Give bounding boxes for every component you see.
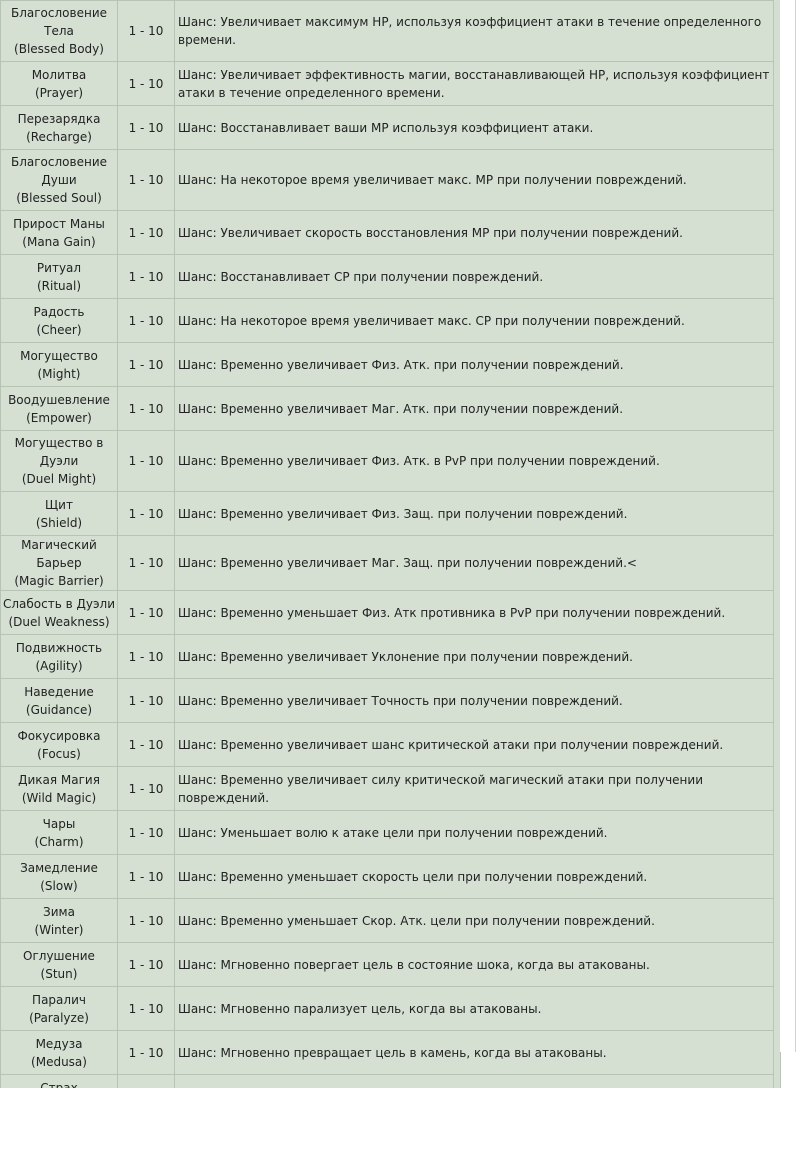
skill-name-line: Фокусировка bbox=[17, 728, 101, 743]
skill-name-cell bbox=[1, 679, 118, 723]
skill-name-cell bbox=[1, 343, 118, 387]
skill-name-line: Могущество bbox=[20, 348, 98, 363]
page-right-gutter bbox=[780, 0, 796, 1052]
skill-name-line: Прирост Маны bbox=[13, 216, 105, 231]
table-row bbox=[1, 106, 774, 150]
skill-name-line: Души bbox=[41, 173, 77, 187]
skill-name-line: (Ritual) bbox=[36, 278, 82, 293]
skill-name-cell bbox=[1, 855, 118, 899]
table-row bbox=[1, 150, 774, 211]
skill-name-line: Слабость в Дуэли bbox=[2, 596, 116, 611]
skill-name-cell bbox=[1, 987, 118, 1031]
table-row bbox=[1, 431, 774, 492]
skill-name-line: (Focus) bbox=[37, 746, 81, 761]
skill-name-line: (Duel Might) bbox=[21, 472, 97, 486]
skill-level-cell: 1 - 10 bbox=[118, 106, 175, 150]
skill-description-cell: Шанс: Временно увеличивает Физ. Атк. при получении повреждений. bbox=[175, 343, 774, 387]
table-row bbox=[1, 211, 774, 255]
skill-name-line: Ритуал bbox=[36, 260, 82, 275]
skill-name-line: Радость bbox=[33, 304, 85, 319]
skill-name-line: (Paralyze) bbox=[29, 1010, 89, 1025]
skill-description-cell: Шанс: На некоторое время увеличивает макс. CP при получении повреждений. bbox=[175, 299, 774, 343]
skill-level-cell: 1 - 10 bbox=[118, 723, 175, 767]
skill-name-cell bbox=[1, 255, 118, 299]
skill-name-cell bbox=[1, 767, 118, 811]
skill-name-line: (Recharge) bbox=[26, 129, 92, 144]
skill-name-line: (Cheer) bbox=[36, 322, 82, 337]
skill-name-line: (Blessed Body) bbox=[14, 42, 104, 56]
skill-description-cell: Шанс: Мгновенно парализует цель, когда вы атакованы. bbox=[175, 987, 774, 1031]
skill-name-line: (Wild Magic) bbox=[21, 790, 97, 805]
skill-name-cell bbox=[1, 150, 118, 211]
skill-description-cell: Шанс: Временно увеличивает силу критической магический атаки при получении повреждений. bbox=[175, 767, 774, 811]
skill-name-line: Замедление bbox=[20, 860, 98, 875]
skill-name-line: Могущество в bbox=[14, 436, 104, 450]
skill-name-cell bbox=[1, 492, 118, 536]
skill-description-cell: Шанс: Восстанавливает ваши MP используя коэффициент атаки. bbox=[175, 106, 774, 150]
skill-description-cell: Шанс: Уменьшает волю к атаке цели при получении повреждений. bbox=[175, 811, 774, 855]
skill-level-cell: 1 - 10 bbox=[118, 211, 175, 255]
skill-name-line: (Might) bbox=[37, 366, 81, 381]
skill-description-cell: Шанс: Мгновенно превращает цель в камень, когда вы атакованы. bbox=[175, 1031, 774, 1075]
skill-name-cell bbox=[1, 899, 118, 943]
skill-level-cell: 1 - 10 bbox=[118, 1, 175, 62]
table-row bbox=[1, 62, 774, 106]
skill-level-cell: 1 - 10 bbox=[118, 635, 175, 679]
skill-level-cell: 1 - 10 bbox=[118, 255, 175, 299]
table-row bbox=[1, 943, 774, 987]
skill-name-line: (Magic Barrier) bbox=[14, 574, 104, 588]
skill-name-line: Щит bbox=[45, 497, 73, 512]
skill-name-line: Медуза bbox=[35, 1036, 83, 1051]
skill-name-cell bbox=[1, 62, 118, 106]
skill-name-cell bbox=[1, 811, 118, 855]
skill-level-cell: 1 - 10 bbox=[118, 943, 175, 987]
skill-name-line: (Duel Weakness) bbox=[8, 614, 110, 629]
skill-level-cell: 1 - 10 bbox=[118, 387, 175, 431]
skill-description-cell: Шанс: Временно увеличивает шанс критической атаки при получении повреждений. bbox=[175, 723, 774, 767]
table-row bbox=[1, 343, 774, 387]
table-row bbox=[1, 492, 774, 536]
skill-name-line: Перезарядка bbox=[17, 111, 101, 126]
skill-level-cell: 1 - 10 bbox=[118, 1031, 175, 1075]
skill-name-line: (Empower) bbox=[26, 410, 92, 425]
skill-name-line: (Blessed Soul) bbox=[16, 191, 102, 205]
skill-name-cell bbox=[1, 1, 118, 62]
skill-level-cell: 1 - 10 bbox=[118, 987, 175, 1031]
skill-description-cell: Шанс: Мгновенно повергает цель в состояние шока, когда вы атакованы. bbox=[175, 943, 774, 987]
skill-name-line: Дуэли bbox=[39, 454, 79, 468]
skill-name-line: Оглушение bbox=[23, 948, 95, 963]
skill-level-cell: 1 - 10 bbox=[118, 855, 175, 899]
skill-level-cell: 1 - 10 bbox=[118, 299, 175, 343]
skill-description-cell: Шанс: Временно увеличивает Физ. Защ. при получении повреждений. bbox=[175, 492, 774, 536]
table-row bbox=[1, 536, 774, 591]
skill-name-line: Благословение bbox=[11, 6, 107, 20]
table-row bbox=[1, 635, 774, 679]
table-row bbox=[1, 767, 774, 811]
skill-description-cell: Шанс: Временно уменьшает Физ. Атк противника в PvP при получении повреждений. bbox=[175, 591, 774, 635]
skill-name-line: Зима bbox=[43, 904, 75, 919]
skill-description-cell: Шанс: Временно увеличивает Маг. Защ. при получении повреждений.< bbox=[175, 536, 774, 591]
skill-name-line: (Prayer) bbox=[34, 85, 84, 100]
table-row bbox=[1, 1, 774, 62]
skill-name-line: Подвижность bbox=[15, 640, 103, 655]
table-row bbox=[1, 255, 774, 299]
skill-level-cell: 1 - 10 bbox=[118, 536, 175, 591]
skill-name-cell bbox=[1, 723, 118, 767]
skill-name-line: Молитва bbox=[31, 67, 87, 82]
table-row bbox=[1, 299, 774, 343]
skill-name-cell bbox=[1, 299, 118, 343]
skill-name-cell bbox=[1, 211, 118, 255]
skill-name-line: Дикая Магия bbox=[18, 772, 100, 787]
skill-name-line: Чары bbox=[42, 816, 76, 831]
skill-name-line: (Charm) bbox=[34, 834, 84, 849]
skill-level-cell: 1 - 10 bbox=[118, 591, 175, 635]
skill-level-cell: 1 - 10 bbox=[118, 150, 175, 211]
skill-level-cell: 1 - 10 bbox=[118, 62, 175, 106]
skill-description-cell: Шанс: Увеличивает максимум HP, используя коэффициент атаки в течение определенного времени. bbox=[175, 1, 774, 62]
table-row bbox=[1, 811, 774, 855]
skill-name-line: (Guidance) bbox=[25, 702, 93, 717]
skill-name-line: (Winter) bbox=[34, 922, 84, 937]
page-bottom-blank bbox=[0, 1088, 799, 1152]
skill-description-cell: Шанс: Временно уменьшает Скор. Атк. цели при получении повреждений. bbox=[175, 899, 774, 943]
skill-description-cell: Шанс: Временно уменьшает скорость цели при получении повреждений. bbox=[175, 855, 774, 899]
skill-level-cell: 1 - 10 bbox=[118, 343, 175, 387]
skill-level-cell: 1 - 10 bbox=[118, 492, 175, 536]
table-row bbox=[1, 723, 774, 767]
table-row bbox=[1, 987, 774, 1031]
table-row bbox=[1, 387, 774, 431]
skill-name-line: Магический Барьер bbox=[21, 538, 97, 570]
table-row bbox=[1, 591, 774, 635]
skill-level-cell: 1 - 10 bbox=[118, 811, 175, 855]
skill-description-cell: Шанс: Временно увеличивает Точность при получении повреждений. bbox=[175, 679, 774, 723]
skill-name-cell bbox=[1, 591, 118, 635]
skill-description-cell: Шанс: Увеличивает скорость восстановления MP при получении повреждений. bbox=[175, 211, 774, 255]
table-row bbox=[1, 1031, 774, 1075]
skill-name-line: Паралич bbox=[32, 992, 86, 1007]
skill-name-cell bbox=[1, 536, 118, 591]
skill-name-line: Воодушевление bbox=[8, 392, 110, 407]
table-row bbox=[1, 679, 774, 723]
skill-name-line: (Medusa) bbox=[31, 1054, 87, 1069]
table-row bbox=[1, 899, 774, 943]
skill-description-cell: Шанс: Временно увеличивает Маг. Атк. при получении повреждений. bbox=[175, 387, 774, 431]
skill-name-line: (Agility) bbox=[35, 658, 83, 673]
skill-name-line: Тела bbox=[44, 24, 74, 38]
skill-name-line: Благословение bbox=[11, 155, 107, 169]
skill-name-cell bbox=[1, 431, 118, 492]
skill-name-line: Наведение bbox=[24, 684, 94, 699]
skill-description-cell: Шанс: Увеличивает эффективность магии, восстанавливающей HP, используя коэффициент атаки в течение определенного времени. bbox=[175, 62, 774, 106]
skill-level-cell: 1 - 10 bbox=[118, 431, 175, 492]
skill-level-cell: 1 - 10 bbox=[118, 679, 175, 723]
table-row bbox=[1, 855, 774, 899]
skill-level-cell: 1 - 10 bbox=[118, 767, 175, 811]
effects-table-body bbox=[1, 1, 774, 1120]
skill-name-line: (Shield) bbox=[35, 515, 83, 530]
skill-name-cell bbox=[1, 1031, 118, 1075]
skill-name-line: (Mana Gain) bbox=[22, 234, 96, 249]
skill-name-cell bbox=[1, 387, 118, 431]
skill-description-cell: Шанс: Восстанавливает CP при получении повреждений. bbox=[175, 255, 774, 299]
skill-name-cell bbox=[1, 635, 118, 679]
skill-name-cell bbox=[1, 943, 118, 987]
skill-name-line: (Stun) bbox=[40, 966, 78, 981]
skill-name-cell bbox=[1, 106, 118, 150]
skill-description-cell: Шанс: Временно увеличивает Уклонение при получении повреждений. bbox=[175, 635, 774, 679]
skill-description-cell: Шанс: Временно увеличивает Физ. Атк. в PvP при получении повреждений. bbox=[175, 431, 774, 492]
skill-description-cell: Шанс: На некоторое время увеличивает макс. MP при получении повреждений. bbox=[175, 150, 774, 211]
skill-name-line: (Slow) bbox=[40, 878, 78, 893]
skill-level-cell: 1 - 10 bbox=[118, 899, 175, 943]
